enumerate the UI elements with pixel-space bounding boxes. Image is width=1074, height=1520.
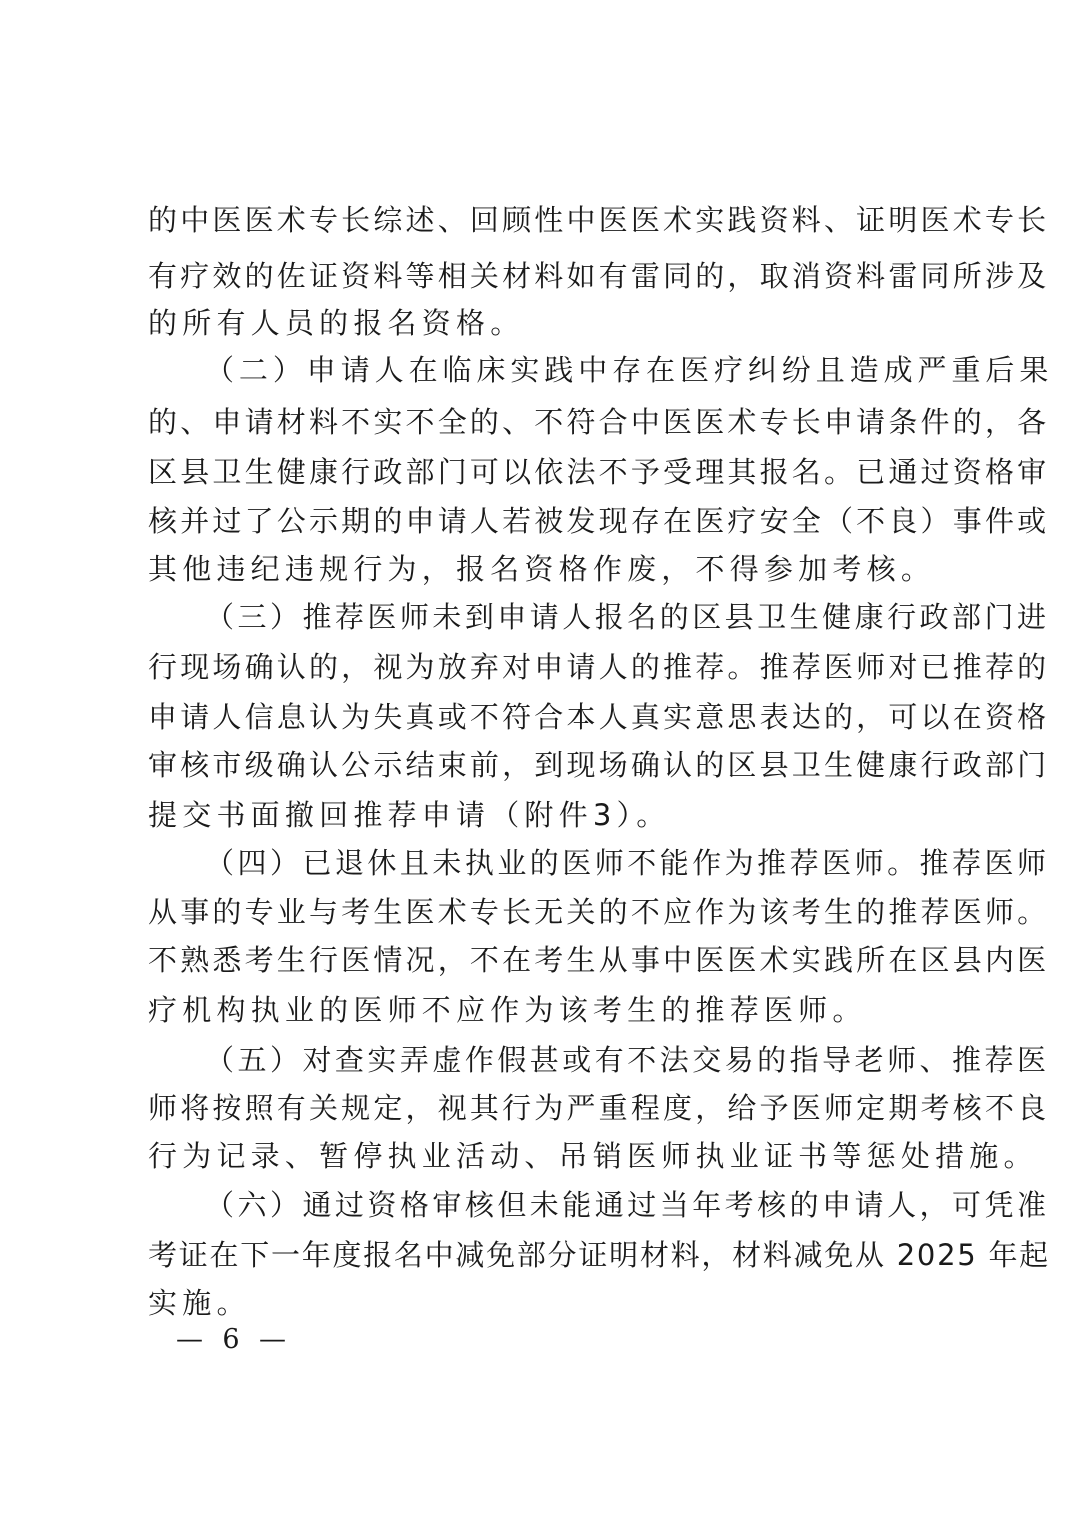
text-line: 其他违纪违规行为，报名资格作废，不得参加考核。 xyxy=(148,552,936,586)
text-line: 考证在下一年度报名中减免部分证明材料，材料减免从 2025 年起 xyxy=(148,1238,1050,1272)
text-line: 行为记录、暂停执业活动、吊销医师执业证书等惩处措施。 xyxy=(148,1139,1038,1173)
text-line: 不熟悉考生行医情况，不在考生从事中医医术实践所在区县内医 xyxy=(148,943,1050,977)
text-line: 有疗效的佐证资料等相关材料如有雷同的，取消资料雷同所涉及 xyxy=(148,259,1050,293)
page-number: — 6 — xyxy=(176,1324,292,1355)
text-line: 提交书面撤回推荐申请（附件3）。 xyxy=(148,798,671,832)
text-line: 审核市级确认公示结束前，到现场确认的区县卫生健康行政部门 xyxy=(148,748,1050,782)
paragraph-start-line: （二）申请人在临床实践中存在医疗纠纷且造成严重后果 xyxy=(205,353,1054,387)
text-line: 疗机构执业的医师不应作为该考生的推荐医师。 xyxy=(148,993,867,1027)
text-line: 师将按照有关规定，视其行为严重程度，给予医师定期考核不良 xyxy=(148,1091,1050,1125)
text-line: 核并过了公示期的申请人若被发现存在医疗安全（不良）事件或 xyxy=(148,504,1050,538)
paragraph-start-line: （六）通过资格审核但未能通过当年考核的申请人，可凭准 xyxy=(205,1188,1050,1222)
text-line: 行现场确认的，视为放弃对申请人的推荐。推荐医师对已推荐的 xyxy=(148,650,1050,684)
text-line: 区县卫生健康行政部门可以依法不予受理其报名。已通过资格审 xyxy=(148,455,1050,489)
text-line: 的所有人员的报名资格。 xyxy=(148,306,525,340)
text-line: 的、申请材料不实不全的、不符合中医医术专长申请条件的，各 xyxy=(148,405,1050,439)
text-line: 从事的专业与考生医术专长无关的不应作为该考生的推荐医师。 xyxy=(148,895,1050,929)
text-line: 申请人信息认为失真或不符合本人真实意思表达的，可以在资格 xyxy=(148,700,1050,734)
text-line: 的中医医术专长综述、回顾性中医医术实践资料、证明医术专长 xyxy=(148,203,1050,237)
text-line: 实施。 xyxy=(148,1286,251,1320)
paragraph-start-line: （三）推荐医师未到申请人报名的区县卫生健康行政部门进 xyxy=(205,600,1050,634)
paragraph-start-line: （五）对查实弄虚作假甚或有不法交易的指导老师、推荐医 xyxy=(205,1043,1050,1077)
paragraph-start-line: （四）已退休且未执业的医师不能作为推荐医师。推荐医师 xyxy=(205,846,1050,880)
